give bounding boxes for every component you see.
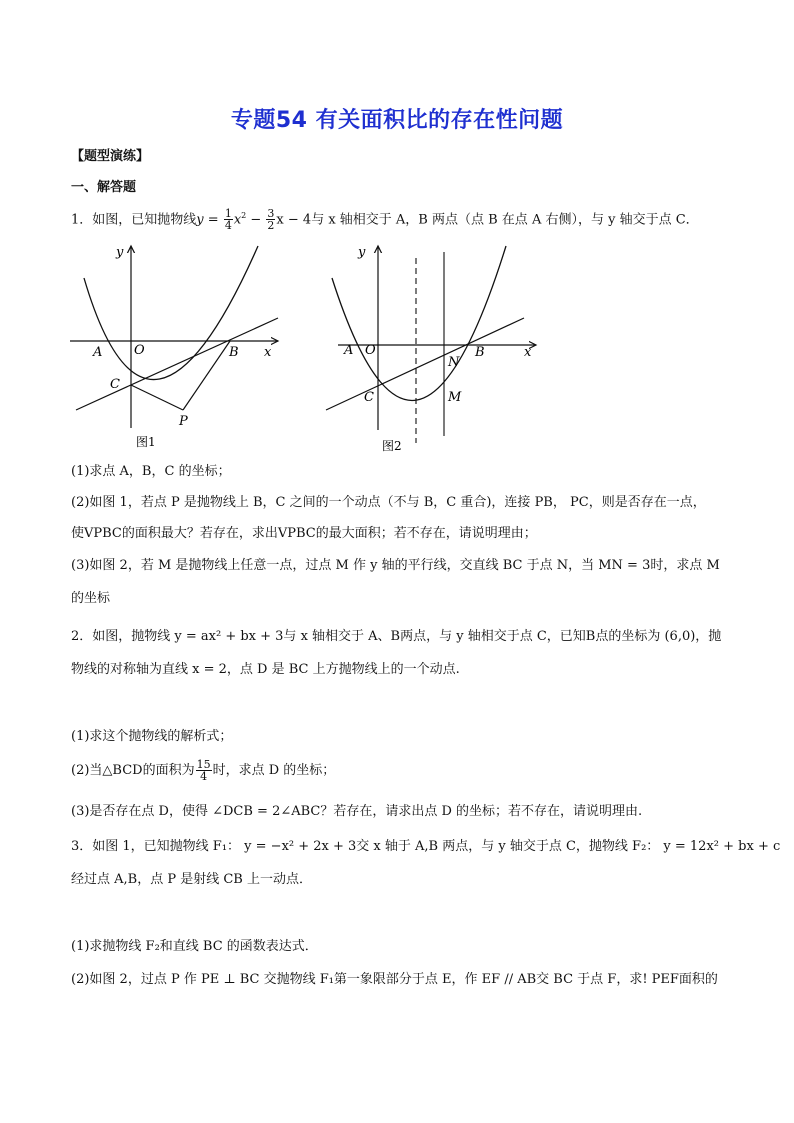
q3-line-2: 经过点 A,B，点 P 是射线 CB 上一动点． xyxy=(71,872,312,887)
q1-eq-y: y xyxy=(196,212,204,228)
q1-eq-exp: 2 xyxy=(241,211,247,220)
section-heading: 一、解答题 xyxy=(71,180,137,195)
fig2-label-b: B xyxy=(475,345,485,360)
fig2-label-c: C xyxy=(364,390,374,405)
q1-eq-rest: x − 4 xyxy=(276,212,312,228)
fig1-caption: 图1 xyxy=(136,435,156,449)
fig2-label-x: x xyxy=(524,345,532,360)
q2-part-2-text-a: (2)当△BCD的面积为 xyxy=(71,763,195,778)
q2-line-2: 物线的对称轴为直线 x = 2，点 D 是 BC 上方抛物线上的一个动点. xyxy=(71,662,460,677)
fig2-label-y: y xyxy=(358,245,366,260)
q1-eq-equals: = xyxy=(203,212,223,228)
section-tag: 【题型演练】 xyxy=(71,149,150,164)
q2-part-2-text-b: 时，求点 D 的坐标； xyxy=(212,763,336,778)
q1-intro-text-b: 与 x 轴相交于 A，B 两点（点 B 在点 A 右侧），与 y 轴交于点 C． xyxy=(311,212,699,228)
fig2-parabola xyxy=(332,246,506,400)
q1-part-3-line-1: (3)如图 2，若 M 是抛物线上任意一点，过点 M 作 y 轴的平行线，交直线 BC 于点 N，当 MN = 3时，求点 M xyxy=(71,558,720,573)
fig1-label-p: P xyxy=(179,414,188,429)
q2-part-1: (1)求这个抛物线的解析式； xyxy=(71,729,233,744)
figure-1 xyxy=(66,238,286,456)
q1-intro-text-a: 1．如图，已知抛物线 xyxy=(71,212,197,228)
fig1-label-o: O xyxy=(134,343,145,358)
fig2-label-m: M xyxy=(448,390,462,405)
fig2-caption: 图2 xyxy=(382,439,402,453)
q2-part-3: (3)是否存在点 D，使得 ∠DCB = 2∠ABC？若存在，请求出点 D 的坐标；若不存在，请说明理由. xyxy=(71,804,643,819)
q3-line-1: 3．如图 1，已知抛物线 F₁： y = −x² + 2x + 3交 x 轴于 A,B 两点，与 y 轴交于点 C，抛物线 F₂： y = 12x² + bx + c xyxy=(71,839,781,854)
q1-eq-frac2: $\frac{3}{2}$ xyxy=(267,207,275,233)
fig1-label-y: y xyxy=(116,245,124,260)
fig1-segment-pc xyxy=(131,385,183,410)
fig1-segment-pb xyxy=(183,341,230,410)
q1-part-3-line-2: 的坐标 xyxy=(71,591,111,606)
fig2-label-o: O xyxy=(365,343,376,358)
fig1-label-c: C xyxy=(110,377,120,392)
q1-part-2-line-1: (2)如图 1，若点 P 是抛物线上 B，C 之间的一个动点（不与 B，C 重合)，连接 PB， PC，则是否存在一点， xyxy=(71,495,706,510)
q1-eq-minus: − xyxy=(246,212,266,228)
q3-part-2: (2)如图 2，过点 P 作 PE ⊥ BC 交抛物线 F₁第一象限部分于点 E，作 EF // AB交 BC 于点 F，求! PEF面积的 xyxy=(71,972,718,987)
q2-line-1: 2．如图，抛物线 y = ax² + bx + 3与 x 轴相交于 A、B两点，与 y 轴相交于点 C，已知B点的坐标为 (6,0)，抛 xyxy=(71,629,722,644)
q2-part-2-frac: $\frac{15}{4}$ xyxy=(196,758,211,783)
figure-2 xyxy=(318,238,543,456)
fig1-line-bc xyxy=(76,318,278,410)
fig1-label-a: A xyxy=(93,345,103,360)
q2-part-2 xyxy=(71,759,335,782)
fig2-line-bc xyxy=(326,318,524,410)
fig2-label-n: N xyxy=(448,355,460,370)
q1-part-2-line-2: 使VPBC的面积最大？若存在，求出VPBC的最大面积；若不存在，请说明理由； xyxy=(71,526,537,541)
fig1-label-b: B xyxy=(229,345,239,360)
q1-part-1: (1)求点 A，B，C 的坐标； xyxy=(71,464,231,479)
q3-part-1: (1)求抛物线 F₂和直线 BC 的函数表达式． xyxy=(71,939,318,954)
fig2-label-a: A xyxy=(344,343,354,358)
fig1-label-x: x xyxy=(264,345,272,360)
page-title: 专题54 有关面积比的存在性问题 xyxy=(230,108,564,133)
q1-eq-x: x xyxy=(233,212,242,228)
q1-eq-frac1: $\frac{1}{4}$ xyxy=(224,207,232,233)
q1-intro xyxy=(71,206,699,231)
